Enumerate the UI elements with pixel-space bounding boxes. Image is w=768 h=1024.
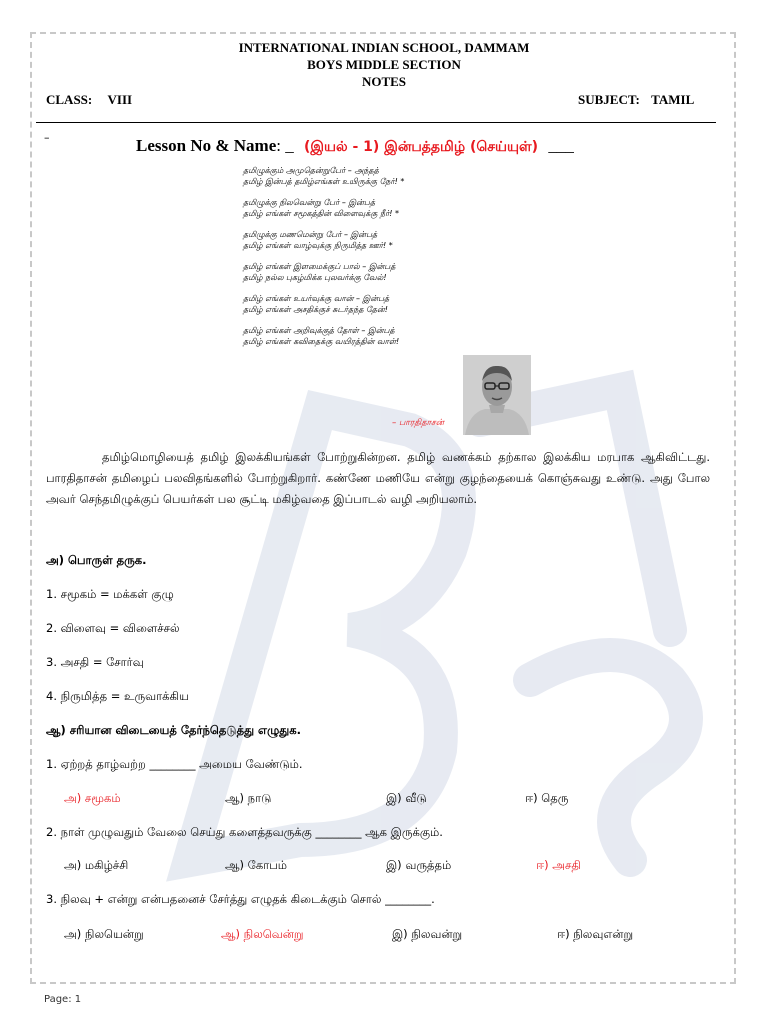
poem-line: தமிழுக்கு மணமென்று பேர் – இன்பத் xyxy=(243,230,378,239)
portrait-icon xyxy=(463,355,531,435)
q1-option-d: ஈ) தெரு xyxy=(525,791,569,805)
subject-label: SUBJECT: xyxy=(578,92,640,107)
poem-stanza xyxy=(243,262,473,283)
poem-line: தமிழ் எங்கள் அறிவுக்குத் தோள் – இன்பத் xyxy=(243,326,395,335)
poem-line: தமிழ் எங்கள் இளமைக்குப் பால் – இன்பத் xyxy=(243,262,396,271)
section-a-title: அ) பொருள் தருக. xyxy=(46,553,147,567)
q1-option-b: ஆ) நாடு xyxy=(225,791,272,805)
q1-option-a: அ) சமூகம் xyxy=(64,791,121,805)
question-2: 2. நாள் முழுவதும் வேலை செய்து களைத்தவருக்கு ________ ஆக இருக்கும். xyxy=(46,825,443,839)
q3-option-d: ஈ) நிலவுஎன்று xyxy=(557,927,634,941)
section-b-title: ஆ) சரியான விடையைத் தேர்ந்தெடுத்து எழுதுக. xyxy=(46,723,301,737)
lesson-title xyxy=(136,136,574,157)
poem-stanza xyxy=(243,198,473,219)
class-label: CLASS: xyxy=(46,92,93,107)
lesson-name: (இயல் - 1) இன்பத்தமிழ் (செய்யுள்) xyxy=(303,139,539,155)
section-a-item: 3. அசதி = சோர்வு xyxy=(46,655,144,669)
q1-option-c: இ) வீடு xyxy=(386,791,427,805)
question-1: 1. ஏற்றத் தாழ்வற்ற ________ அமைய வேண்டும். xyxy=(46,757,303,771)
q2-option-a: அ) மகிழ்ச்சி xyxy=(64,858,129,872)
section-a-item: 2. விளைவு = விளைச்சல் xyxy=(46,621,180,635)
poet-name: – பாரதிதாசன் xyxy=(392,418,445,428)
section-a-item: 4. நிருமித்த = உருவாக்கிய xyxy=(46,689,189,703)
poem-line: தமிழ் இன்பத் தமிழ்எங்கள் உயிருக்கு நேர்! * xyxy=(243,176,405,186)
poem-line: தமிழ் எங்கள் உயர்வுக்கு வான் – இன்பத் xyxy=(243,294,390,303)
poem-line: தமிழுக்கு நிலவென்று பேர் – இன்பத் xyxy=(243,198,376,207)
poem-line: தமிழ் எங்கள் அசதிக்குச் சுடர்தந்த தேன்! xyxy=(243,304,388,314)
doc-type: NOTES xyxy=(361,74,407,89)
header-rule xyxy=(36,122,716,123)
poem-line: தமிழ் நல்ல புகழ்மிக்க புலவர்க்கு வேல்! xyxy=(243,272,387,282)
page-number: Page: 1 xyxy=(44,994,82,1005)
q3-option-c: இ) நிலவன்று xyxy=(392,927,463,941)
poem-stanza xyxy=(243,326,473,347)
lesson-blank-before: _ xyxy=(285,136,294,155)
stray-mark: – xyxy=(44,131,50,144)
q3-option-b: ஆ) நிலவென்று xyxy=(221,927,304,941)
q2-option-b: ஆ) கோபம் xyxy=(225,858,288,872)
class-value: VIII xyxy=(107,92,133,107)
lesson-colon: : xyxy=(276,136,281,155)
poem-line: தமிழ் எங்கள் சமூகத்தின் விளைவுக்கு நீர்! * xyxy=(243,208,399,218)
q2-option-c: இ) வருத்தம் xyxy=(386,858,452,872)
subject-field xyxy=(578,92,694,108)
question-3: 3. நிலவு + என்று என்பதனைச் சேர்த்து எழுதக் கிடைக்கும் சொல் ________. xyxy=(46,892,435,906)
class-field xyxy=(46,92,132,108)
poem-stanza xyxy=(243,166,473,187)
school-name: INTERNATIONAL INDIAN SCHOOL, DAMMAM xyxy=(238,40,530,55)
q3-option-a: அ) நிலயென்று xyxy=(64,927,144,941)
lesson-blank-after: ___ xyxy=(548,136,574,155)
lesson-label: Lesson No & Name xyxy=(136,136,277,155)
poem-line: தமிழுக்கும் அமுதென்றுபேர் – அந்தத் xyxy=(243,166,379,175)
q2-option-d: ஈ) அசதி xyxy=(536,858,581,872)
poem-stanza xyxy=(243,230,473,251)
poet-photo xyxy=(463,355,531,435)
poem xyxy=(243,166,473,358)
poem-line: தமிழ் எங்கள் வாழ்வுக்கு நிருமித்த ஊர்! * xyxy=(243,240,393,250)
section-name: BOYS MIDDLE SECTION xyxy=(307,57,461,72)
poem-line: தமிழ் எங்கள் கவிதைக்கு வயிரத்தின் வாள்! xyxy=(243,336,400,346)
subject-value: TAMIL xyxy=(651,92,695,107)
poem-stanza xyxy=(243,294,473,315)
section-a-item: 1. சமூகம் = மக்கள் குழு xyxy=(46,587,174,601)
intro-paragraph: தமிழ்மொழியைத் தமிழ் இலக்கியங்கள் போற்றுகின்றன. தமிழ் வணக்கம் தற்கால இலக்கிய மரபாக ஆகிவிட்டது. பாரதிதாசன் தமிழைப் பலவிதங்களில் போற்றுகிறார். கண்ணே மணியே என்று குழந்தையைக் கொஞ்சுவது உண்டு. அது போல அவர் செந்தமிழுக்குப் பெயர்கள் பல சூட்டி மகிழ்வதை இப்பாடல் வழி அறியலாம். xyxy=(46,450,710,506)
